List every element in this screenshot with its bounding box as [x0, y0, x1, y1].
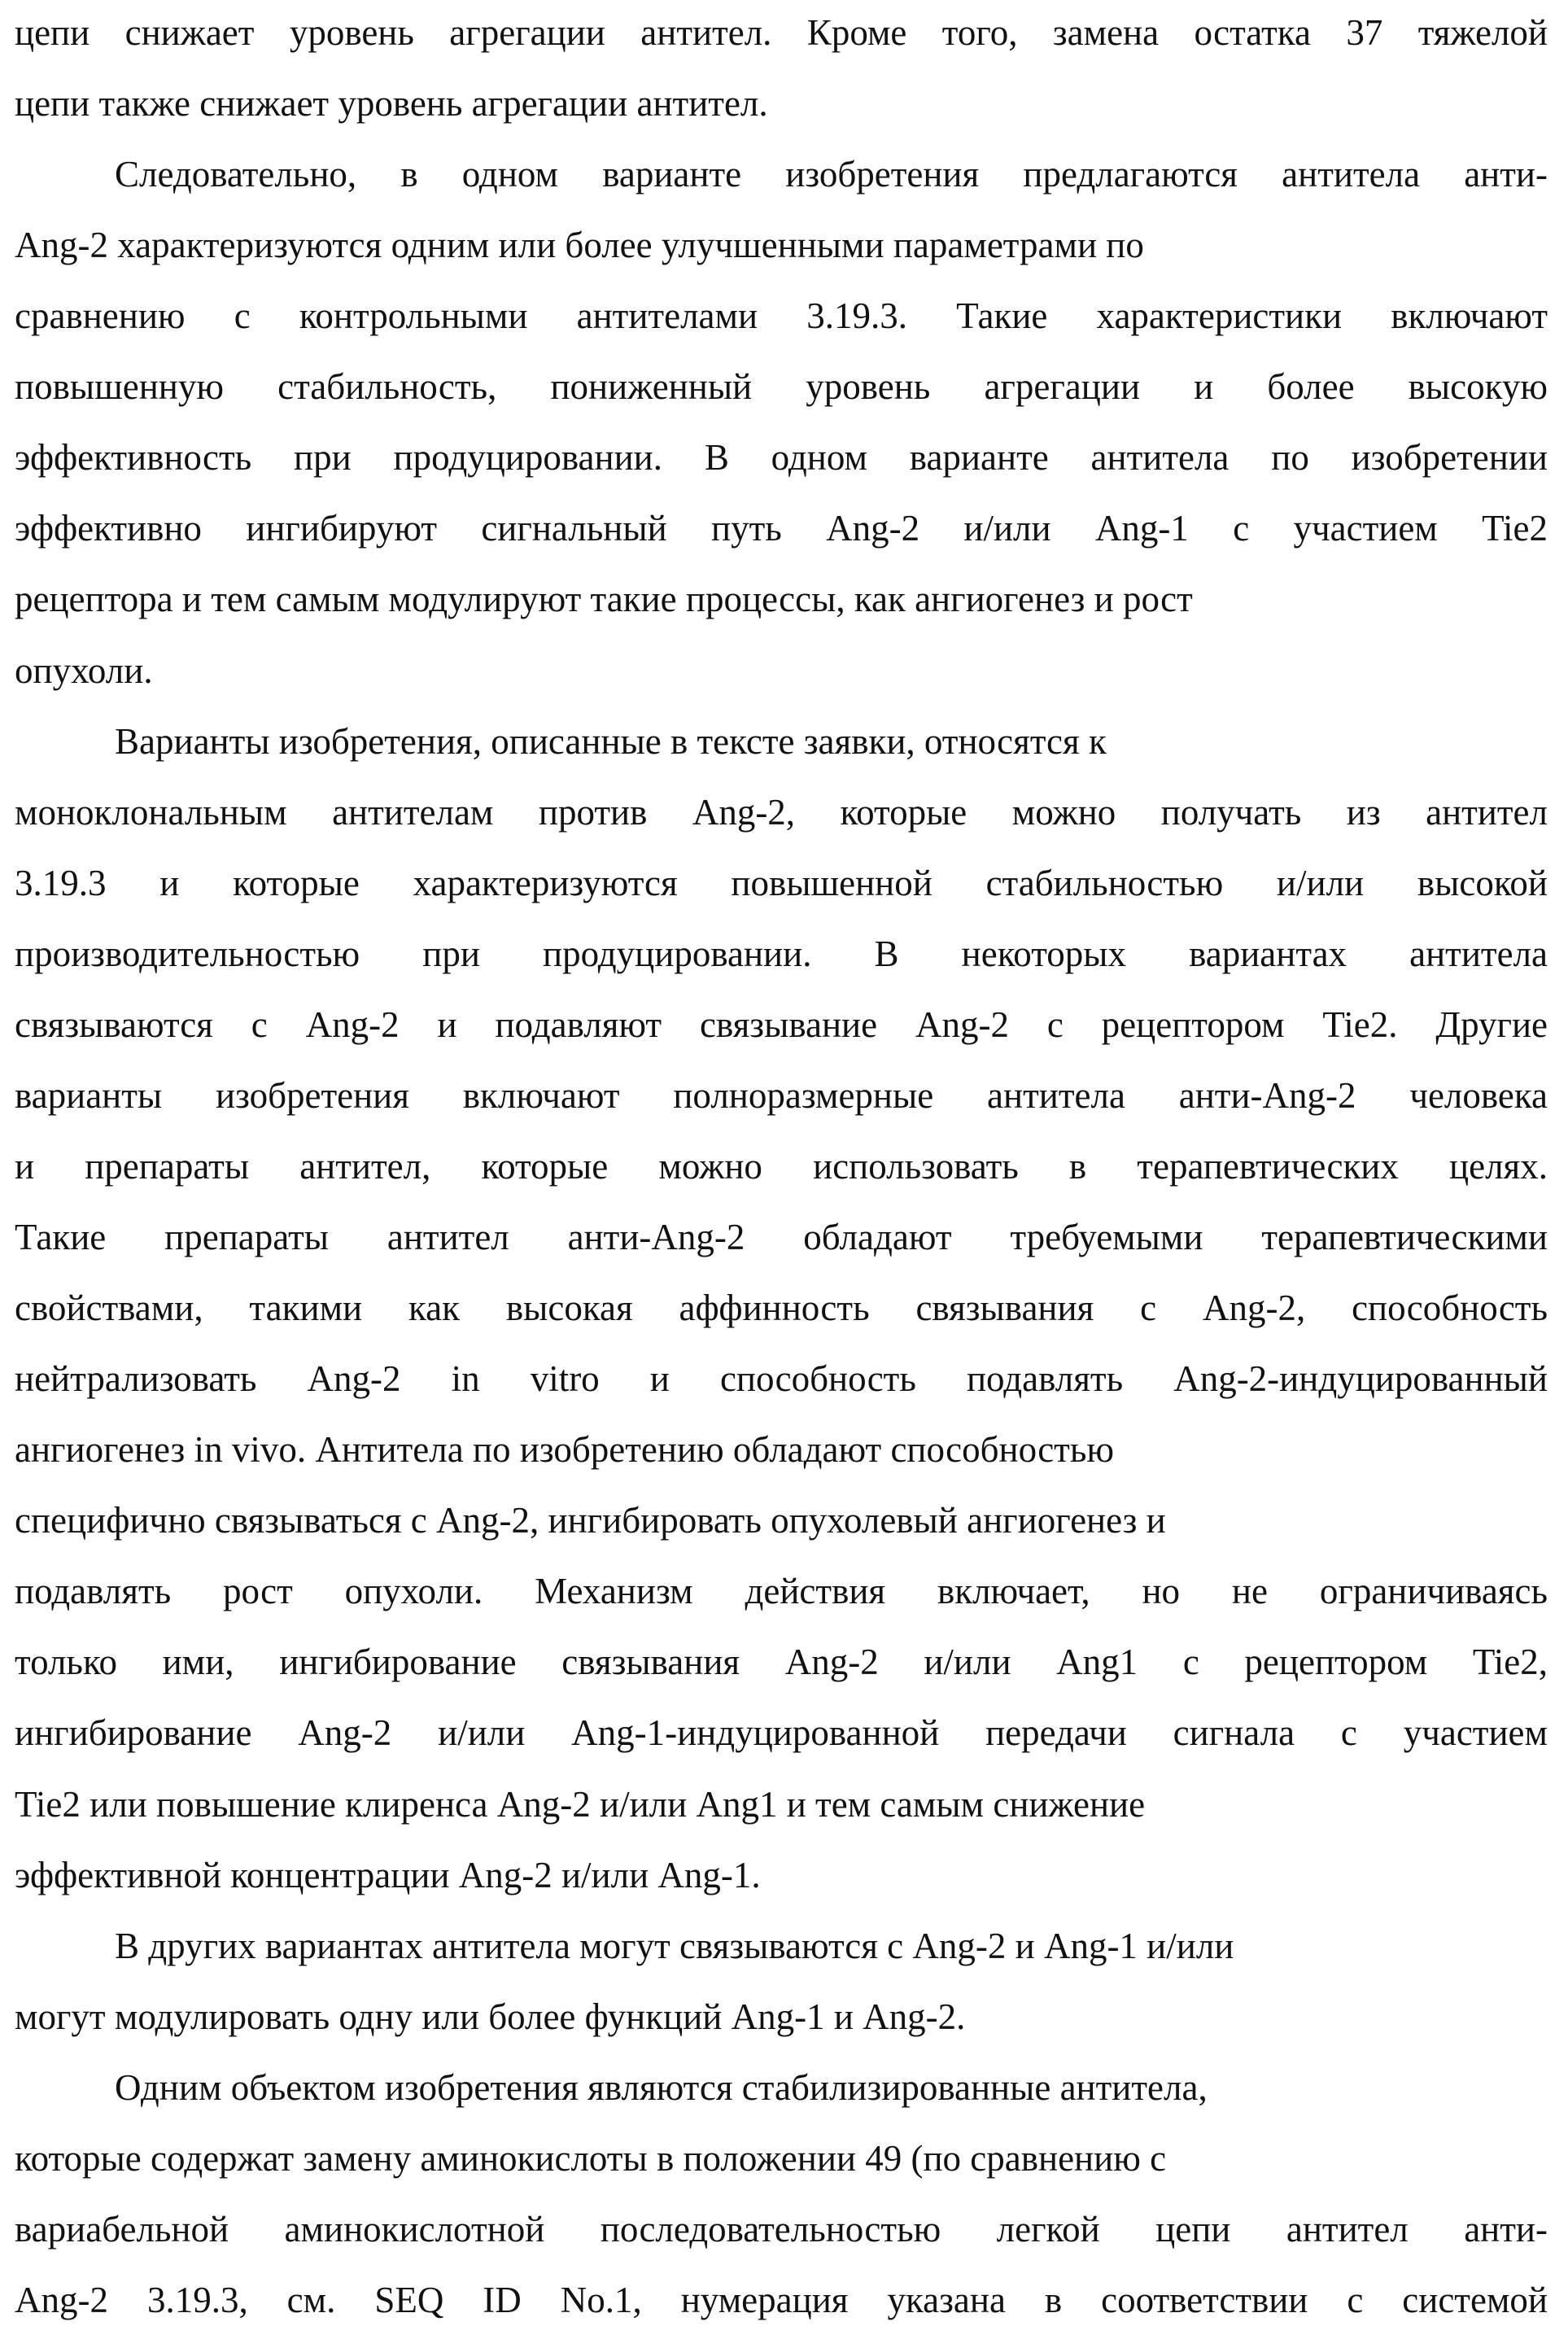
- text-line: и препараты антител, которые можно использовать в терапевтических целях.: [15, 1142, 1548, 1191]
- text-line: могут модулировать одну или более функций Ang-1 и Ang-2.: [15, 1992, 1548, 2041]
- text-line: производительностью при продуцировании. В некоторых вариантах антитела: [15, 929, 1548, 978]
- text-line: цепи также снижает уровень агрегации антител.: [15, 79, 1548, 128]
- text-line: рецептора и тем самым модулируют такие процессы, как ангиогенез и рост: [15, 575, 1548, 623]
- text-line: свойствами, такими как высокая аффинность связывания с Ang-2, способность: [15, 1283, 1548, 1332]
- text-line: моноклональным антителам против Ang-2, которые можно получать из антител: [15, 788, 1548, 837]
- text-line: ангиогенез in vivo. Антитела по изобретению обладают способностью: [15, 1425, 1548, 1474]
- text-line: цепи снижает уровень агрегации антител. Кроме того, замена остатка 37 тяжелой: [15, 8, 1548, 57]
- text-line: специфично связываться с Ang-2, ингибировать опухолевый ангиогенез и: [15, 1496, 1548, 1545]
- text-line: связываются с Ang-2 и подавляют связывание Ang-2 с рецептором Tie2. Другие: [15, 1000, 1548, 1049]
- text-line: нейтрализовать Ang-2 in vitro и способность подавлять Ang-2-индуцированный: [15, 1354, 1548, 1403]
- text-line: Tie2 или повышение клиренса Ang-2 и/или Ang1 и тем самым снижение: [15, 1780, 1548, 1829]
- text-line: сравнению с контрольными антителами 3.19.3. Такие характеристики включают: [15, 291, 1548, 340]
- text-line: повышенную стабильность, пониженный уровень агрегации и более высокую: [15, 362, 1548, 411]
- text-line: 3.19.3 и которые характеризуются повышенной стабильностью и/или высокой: [15, 859, 1548, 907]
- text-line: Варианты изобретения, описанные в тексте заявки, относятся к: [115, 717, 1548, 766]
- text-line: Такие препараты антител анти-Ang-2 обладают требуемыми терапевтическими: [15, 1213, 1548, 1261]
- text-line: опухоли.: [15, 646, 1548, 695]
- text-line: Следовательно, в одном варианте изобретения предлагаются антитела анти-: [115, 150, 1548, 199]
- text-line: Ang-2 3.19.3, см. SEQ ID No.1, нумерация указана в соответствии с системой: [15, 2276, 1548, 2324]
- text-line: эффективно ингибируют сигнальный путь Ang-2 и/или Ang-1 с участием Tie2: [15, 504, 1548, 553]
- text-line: эффективной концентрации Ang-2 и/или Ang-1.: [15, 1851, 1548, 1900]
- text-line: варианты изобретения включают полноразмерные антитела анти-Ang-2 человека: [15, 1071, 1548, 1120]
- text-line: подавлять рост опухоли. Механизм действия включает, но не ограничиваясь: [15, 1567, 1548, 1616]
- text-line: Ang-2 характеризуются одним или более улучшенными параметрами по: [15, 221, 1548, 269]
- text-line: только ими, ингибирование связывания Ang-2 и/или Ang1 с рецептором Tie2,: [15, 1637, 1548, 1686]
- text-line: которые содержат замену аминокислоты в положении 49 (по сравнению с: [15, 2134, 1548, 2183]
- text-line: ингибирование Ang-2 и/или Ang-1-индуцированной передачи сигнала с участием: [15, 1708, 1548, 1757]
- text-line: Одним объектом изобретения являются стабилизированные антитела,: [115, 2063, 1548, 2112]
- text-line: В других вариантах антитела могут связываются с Ang-2 и Ang-1 и/или: [115, 1922, 1548, 1970]
- text-line: эффективность при продуцировании. В одном варианте антитела по изобретении: [15, 433, 1548, 482]
- text-line: вариабельной аминокислотной последовательностью легкой цепи антител анти-: [15, 2205, 1548, 2254]
